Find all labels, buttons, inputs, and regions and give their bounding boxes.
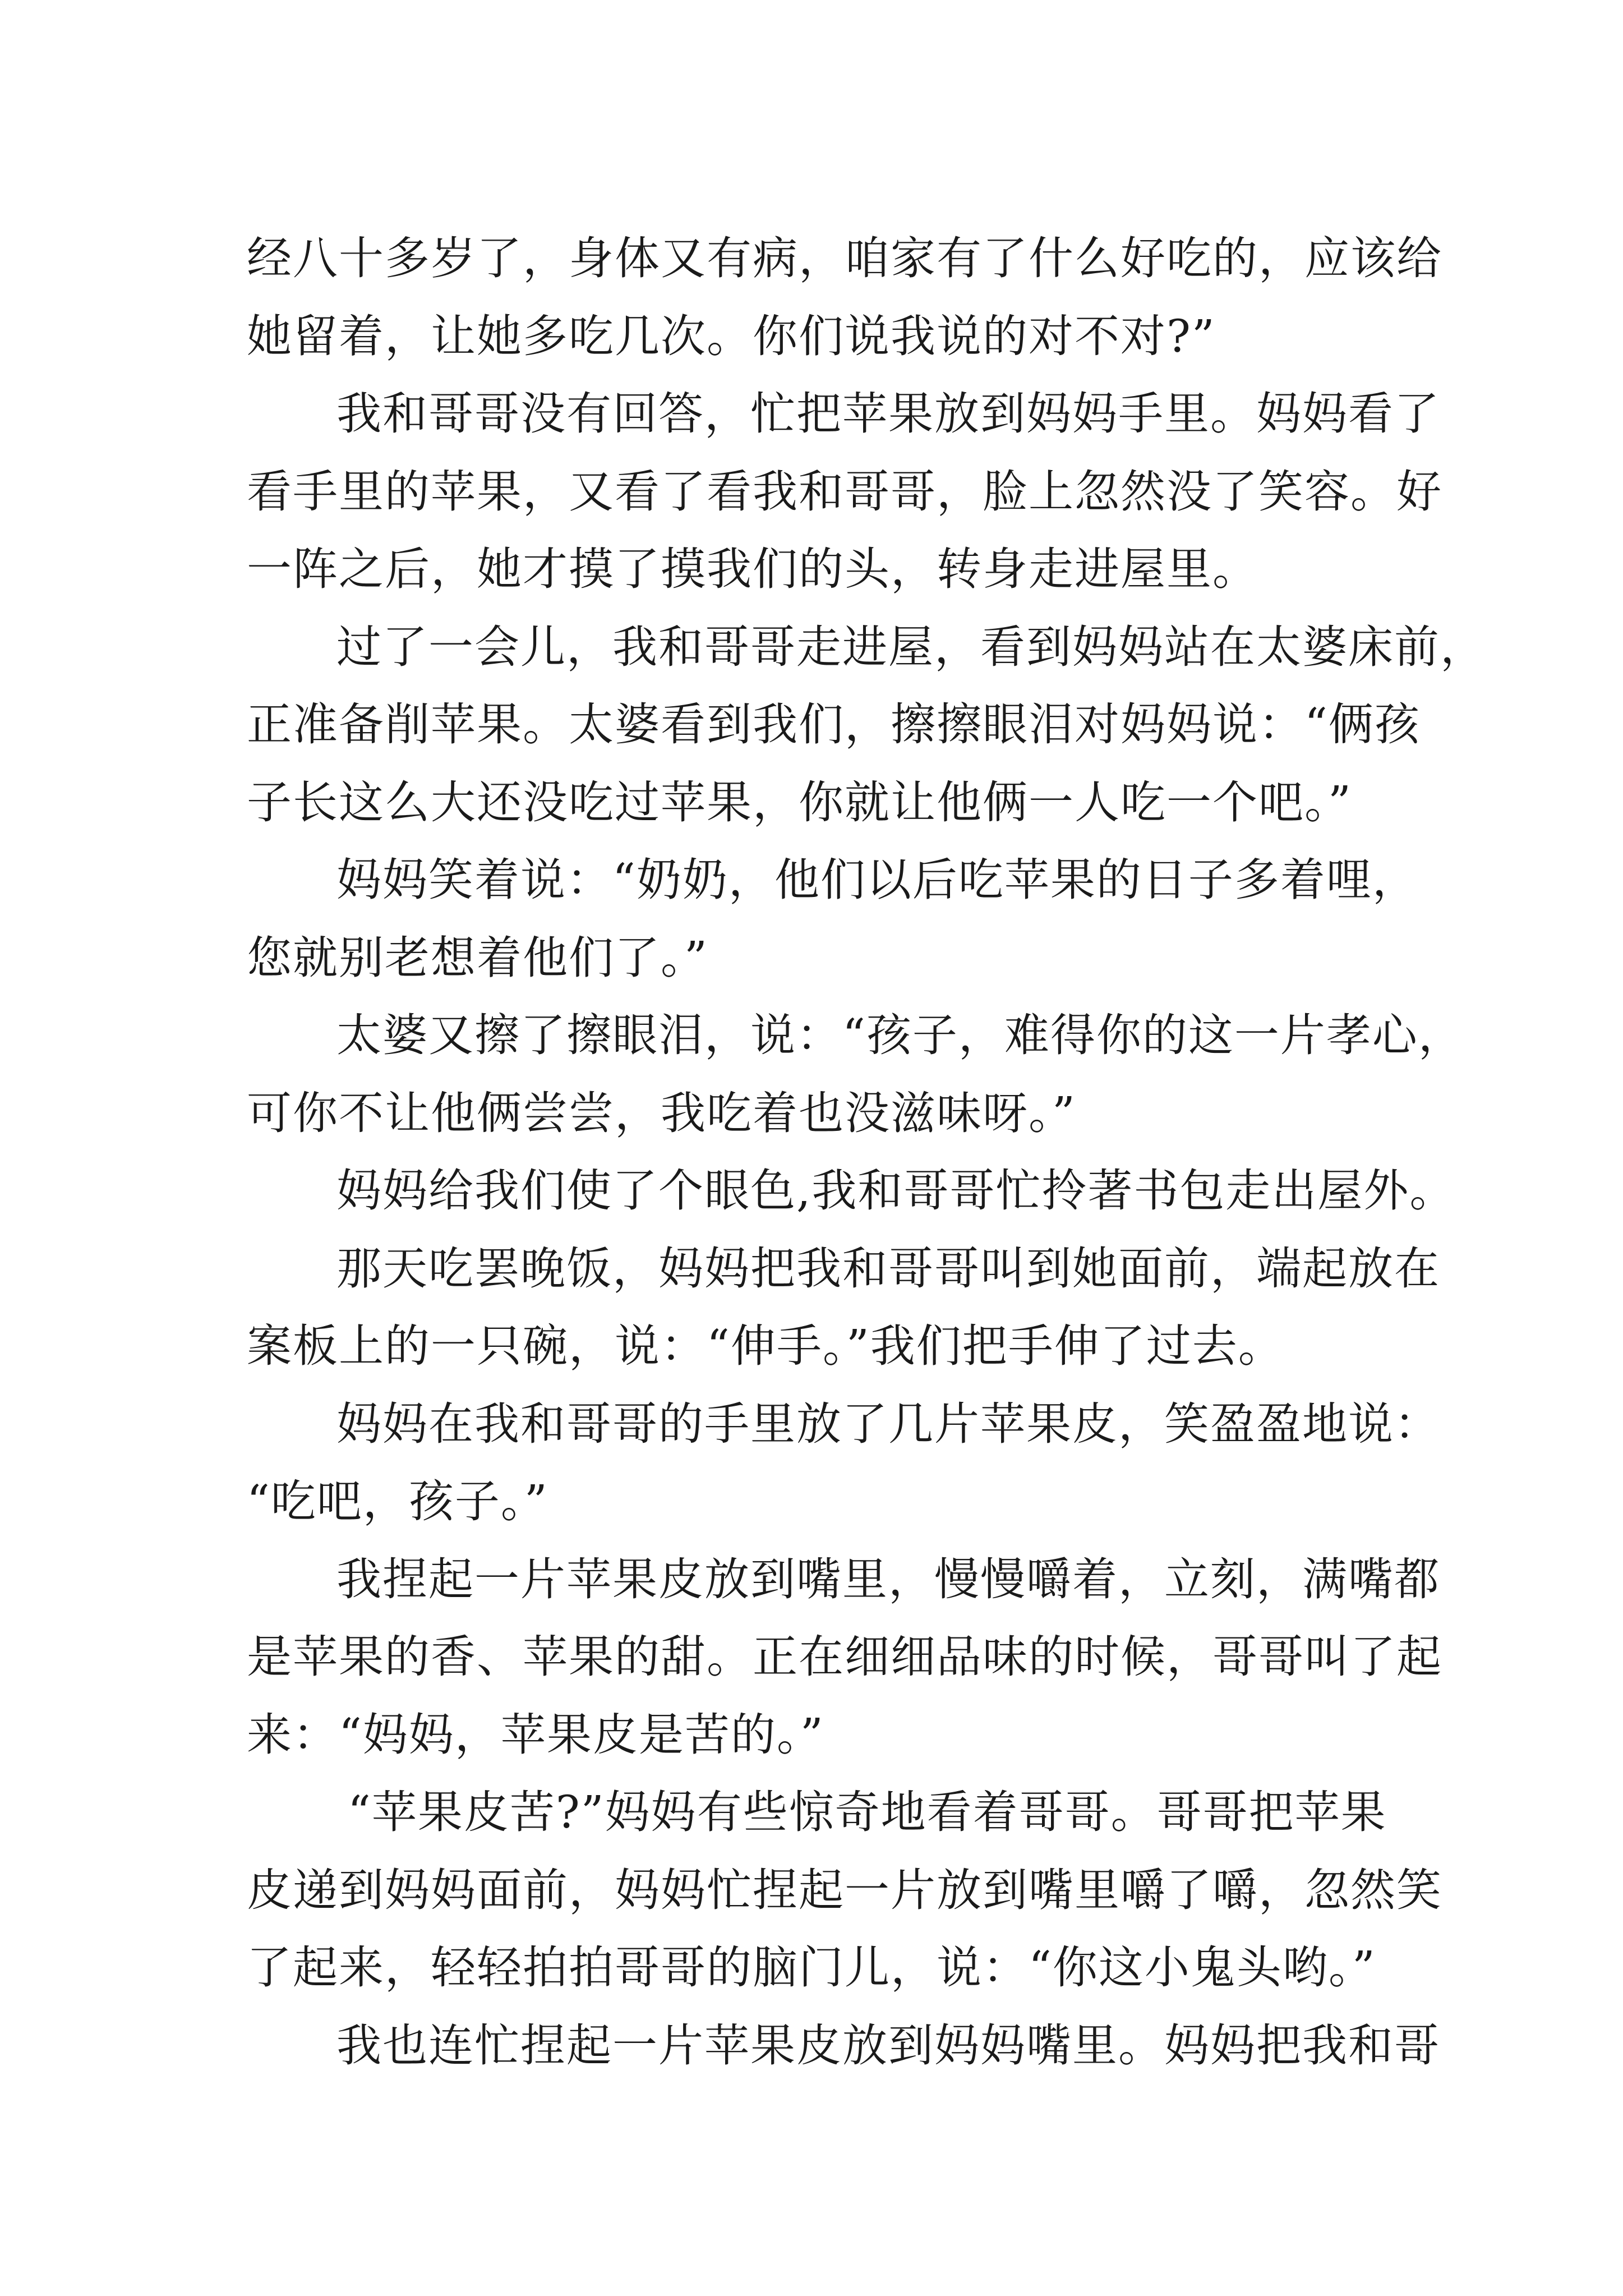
paragraph-start-line: 妈妈在我和哥哥的手里放了几片苹果皮，笑盈盈地说：: [336, 1397, 1440, 1450]
text-line: 来：“妈妈，苹果皮是苦的。”: [247, 1708, 824, 1761]
paragraph-start-line: 妈妈给我们使了个眼色,我和哥哥忙拎著书包走出屋外。: [336, 1165, 1456, 1217]
text-line: 皮递到妈妈面前，妈妈忙捏起一片放到嘴里嚼了嚼，忽然笑: [247, 1864, 1442, 1916]
paragraph-start-line: 那天吃罢晚饭，妈妈把我和哥哥叫到她面前，端起放在: [336, 1242, 1440, 1295]
paragraph-start-line: 我也连忙捏起一片苹果皮放到妈妈嘴里。妈妈把我和哥: [336, 2019, 1440, 2072]
text-line: 经八十多岁了，身体又有病，咱家有了什么好吃的，应该给: [247, 232, 1442, 284]
text-line: 案板上的一只碗，说：“伸手。”我们把手伸了过去。: [247, 1320, 1284, 1372]
text-line: 了起来，轻轻拍拍哥哥的脑门儿，说：“你这小鬼头哟。”: [247, 1941, 1376, 1994]
text-line: “吃吧，孩子。”: [247, 1475, 548, 1527]
paragraph-start-line: “苹果皮苦?”妈妈有些惊奇地看着哥哥。哥哥把苹果: [348, 1786, 1387, 1838]
paragraph-start-line: 太婆又擦了擦眼泪，说：“孩子，难得你的这一片孝心，: [336, 1009, 1464, 1061]
text-line: 正准备削苹果。太婆看到我们，擦擦眼泪对妈妈说：“俩孩: [247, 698, 1421, 751]
paragraph-start-line: 我捏起一片苹果皮放到嘴里，慢慢嚼着，立刻，满嘴都: [336, 1553, 1440, 1605]
text-line: 她留着，让她多吃几次。你们说我说的对不对?”: [247, 310, 1216, 362]
story-text: [247, 220, 1486, 2085]
paragraph-start-line: 我和哥哥没有回答，忙把苹果放到妈妈手里。妈妈看了: [336, 388, 1440, 440]
paragraph-start-line: 妈妈笑着说：“奶奶，他们以后吃苹果的日子多着哩，: [336, 854, 1418, 906]
paragraph-start-line: 过了一会儿，我和哥哥走进屋，看到妈妈站在太婆床前，: [336, 620, 1486, 673]
text-line: 可你不让他俩尝尝，我吃着也没滋味呀。”: [247, 1087, 1076, 1139]
text-line: 一阵之后，她才摸了摸我们的头，转身走进屋里。: [247, 543, 1258, 595]
text-line: 子长这么大还没吃过苹果，你就让他俩一人吃一个吧。”: [247, 776, 1352, 829]
text-line: 看手里的苹果，又看了看我和哥哥，脸上忽然没了笑容。好: [247, 465, 1442, 518]
text-line: 是苹果的香、苹果的甜。正在细细品味的时候，哥哥叫了起: [247, 1631, 1442, 1683]
text-line: 您就别老想着他们了。”: [247, 931, 708, 984]
